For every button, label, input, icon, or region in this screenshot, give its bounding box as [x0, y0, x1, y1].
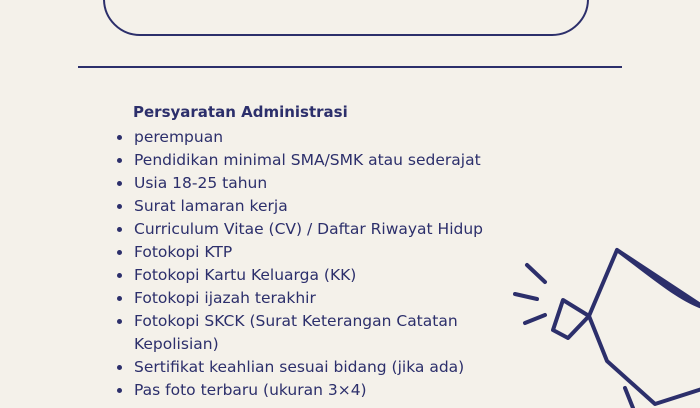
list-item-text: Pas foto terbaru (ukuran 3×4) [134, 381, 367, 399]
requirements-list [113, 126, 533, 402]
list-item [113, 356, 533, 379]
list-item [113, 218, 533, 241]
list-item [113, 195, 533, 218]
megaphone-icon [505, 238, 700, 408]
list-item-text: Curriculum Vitae (CV) / Daftar Riwayat Hidup [134, 220, 484, 238]
list-item-text: perempuan [134, 128, 224, 146]
list-item [113, 310, 533, 356]
bullet-icon [117, 181, 122, 186]
bullet-icon [117, 227, 122, 232]
bullet-icon [117, 135, 122, 140]
section-heading: Persyaratan Administrasi [133, 103, 348, 121]
title-pill [103, 0, 589, 36]
list-item [113, 379, 533, 402]
list-item-text: Surat lamaran kerja [134, 197, 288, 215]
list-item [113, 126, 533, 149]
list-item-text: Usia 18-25 tahun [134, 174, 268, 192]
bullet-icon [117, 250, 122, 255]
list-item [113, 264, 533, 287]
list-item-text: Fotokopi ijazah terakhir [134, 289, 316, 307]
list-item [113, 149, 533, 172]
list-item-text: Fotokopi SKCK (Surat Keterangan Catatan Kepolisian) [134, 312, 458, 353]
list-item-text: Sertifikat keahlian sesuai bidang (jika ada) [134, 358, 465, 376]
bullet-icon [117, 388, 122, 393]
list-item [113, 287, 533, 310]
header-divider [78, 66, 622, 68]
bullet-icon [117, 319, 122, 324]
bullet-icon [117, 296, 122, 301]
list-item-text: Fotokopi Kartu Keluarga (KK) [134, 266, 357, 284]
bullet-icon [117, 273, 122, 278]
list-item [113, 172, 533, 195]
bullet-icon [117, 365, 122, 370]
list-item-text: Fotokopi KTP [134, 243, 233, 261]
bullet-icon [117, 204, 122, 209]
bullet-icon [117, 158, 122, 163]
list-item-text: Pendidikan minimal SMA/SMK atau sederajat [134, 151, 481, 169]
list-item [113, 241, 533, 264]
